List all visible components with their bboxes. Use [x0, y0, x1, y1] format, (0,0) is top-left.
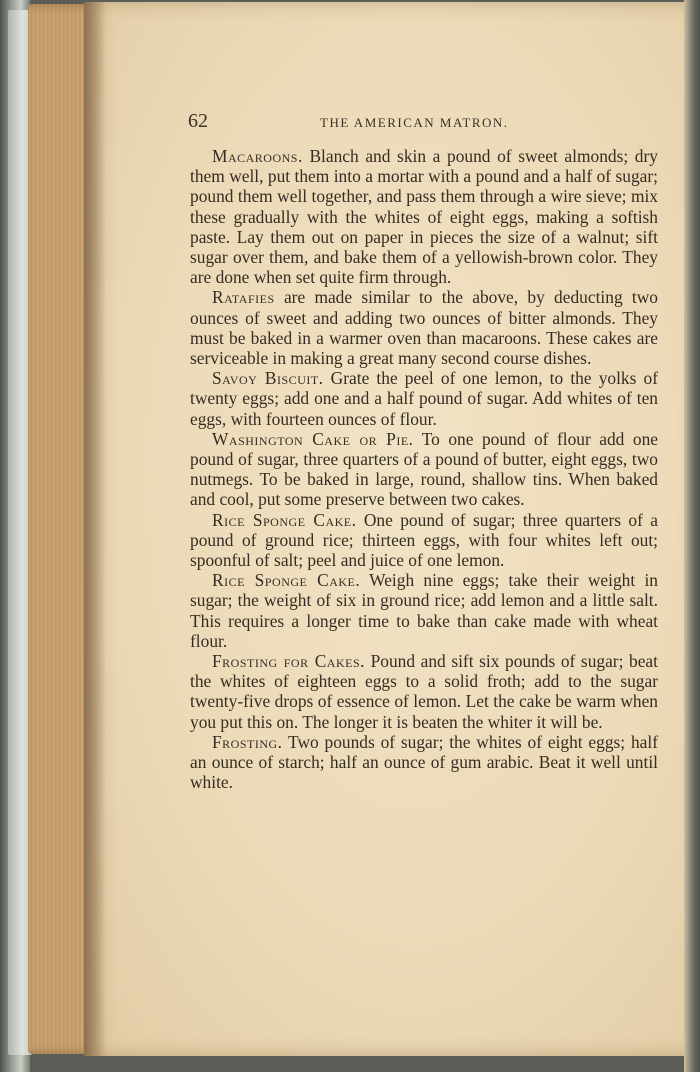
recipe-body: are made similar to the above, by deducting two ounces of sweet and adding two ounces of bitter almonds. They must be baked in a warmer oven than macaroons. These cakes are serviceable in making a great many second course dishes. — [190, 287, 658, 369]
recipe-title: Ratafies — [212, 287, 275, 308]
recipe-body: To one pound of flour add one pound of sugar, three quarters of a pound of butter, eight eggs, two nutmegs. To be baked in large, round, shallow tins. When baked and cool, put some preserve between two cakes. — [190, 428, 658, 510]
page-header — [188, 110, 658, 136]
spine-shadow — [84, 2, 106, 1056]
recipe-body: Blanch and skin a pound of sweet almonds; dry them well, put them into a mortar with a pound and a half of sugar; pound them well together, and pass them through a wire sieve; mix these gradually with the whites of eight eggs, making a softish paste. Lay them out on paper in pieces the size of a walnut; sift sugar over them, and bake them of a yellowish-brown color. They are done when set quite firm through. — [190, 146, 658, 288]
recipe-macaroons — [190, 146, 658, 287]
running-title: THE AMERICAN MATRON. — [320, 115, 509, 130]
recipe-body: Grate the peel of one lemon, to the yolks of twenty eggs; add one and a half pound of sugar. Add whites of ten eggs, with fourteen ounces of flour. — [190, 368, 658, 429]
recipe-title: Frosting for Cakes. — [212, 651, 365, 672]
recipe-washington-cake — [190, 429, 658, 510]
recipe-text — [190, 146, 658, 793]
recipe-title: Rice Sponge Cake. — [212, 570, 361, 591]
recipe-body: Pound and sift six pounds of sugar; beat the whites of eighteen eggs to a solid froth; add to the sugar twenty-five drops of essence of lemon. Let the cake be warm when you put this on. The longer it is beaten the whiter it will be. — [190, 651, 658, 732]
recipe-body: Weigh nine eggs; take their weight in sugar; the weight of six in ground rice; add lemon and a little salt. This requires a longer time to bake than cake made with wheat flour. — [190, 570, 658, 651]
recipe-rice-sponge-cake-2 — [190, 570, 658, 651]
recipe-body: Two pounds of sugar; the whites of eight eggs; half an ounce of starch; half an ounce of gum arabic. Beat it well until white. — [190, 731, 658, 793]
recipe-frosting-for-cakes — [190, 651, 658, 732]
recipe-savoy-biscuit — [190, 368, 658, 429]
recipe-title: Savoy Biscuit. — [212, 368, 324, 389]
page-number: 62 — [188, 110, 208, 132]
recipe-title: Macaroons. — [212, 146, 303, 166]
page-right-edge — [684, 0, 700, 1072]
recipe-frosting — [190, 732, 658, 793]
recipe-body: One pound of sugar; three quarters of a pound of ground rice; thirteen eggs, with four whites left out; spoonful of salt; peel and juice of one lemon. — [190, 509, 658, 571]
recipe-title: Rice Sponge Cake. — [212, 509, 357, 530]
recipe-rice-sponge-cake-1 — [190, 510, 658, 571]
recipe-ratafies — [190, 287, 658, 368]
recipe-title: Washington Cake or Pie. — [212, 428, 414, 449]
recipe-title: Frosting. — [212, 731, 283, 752]
